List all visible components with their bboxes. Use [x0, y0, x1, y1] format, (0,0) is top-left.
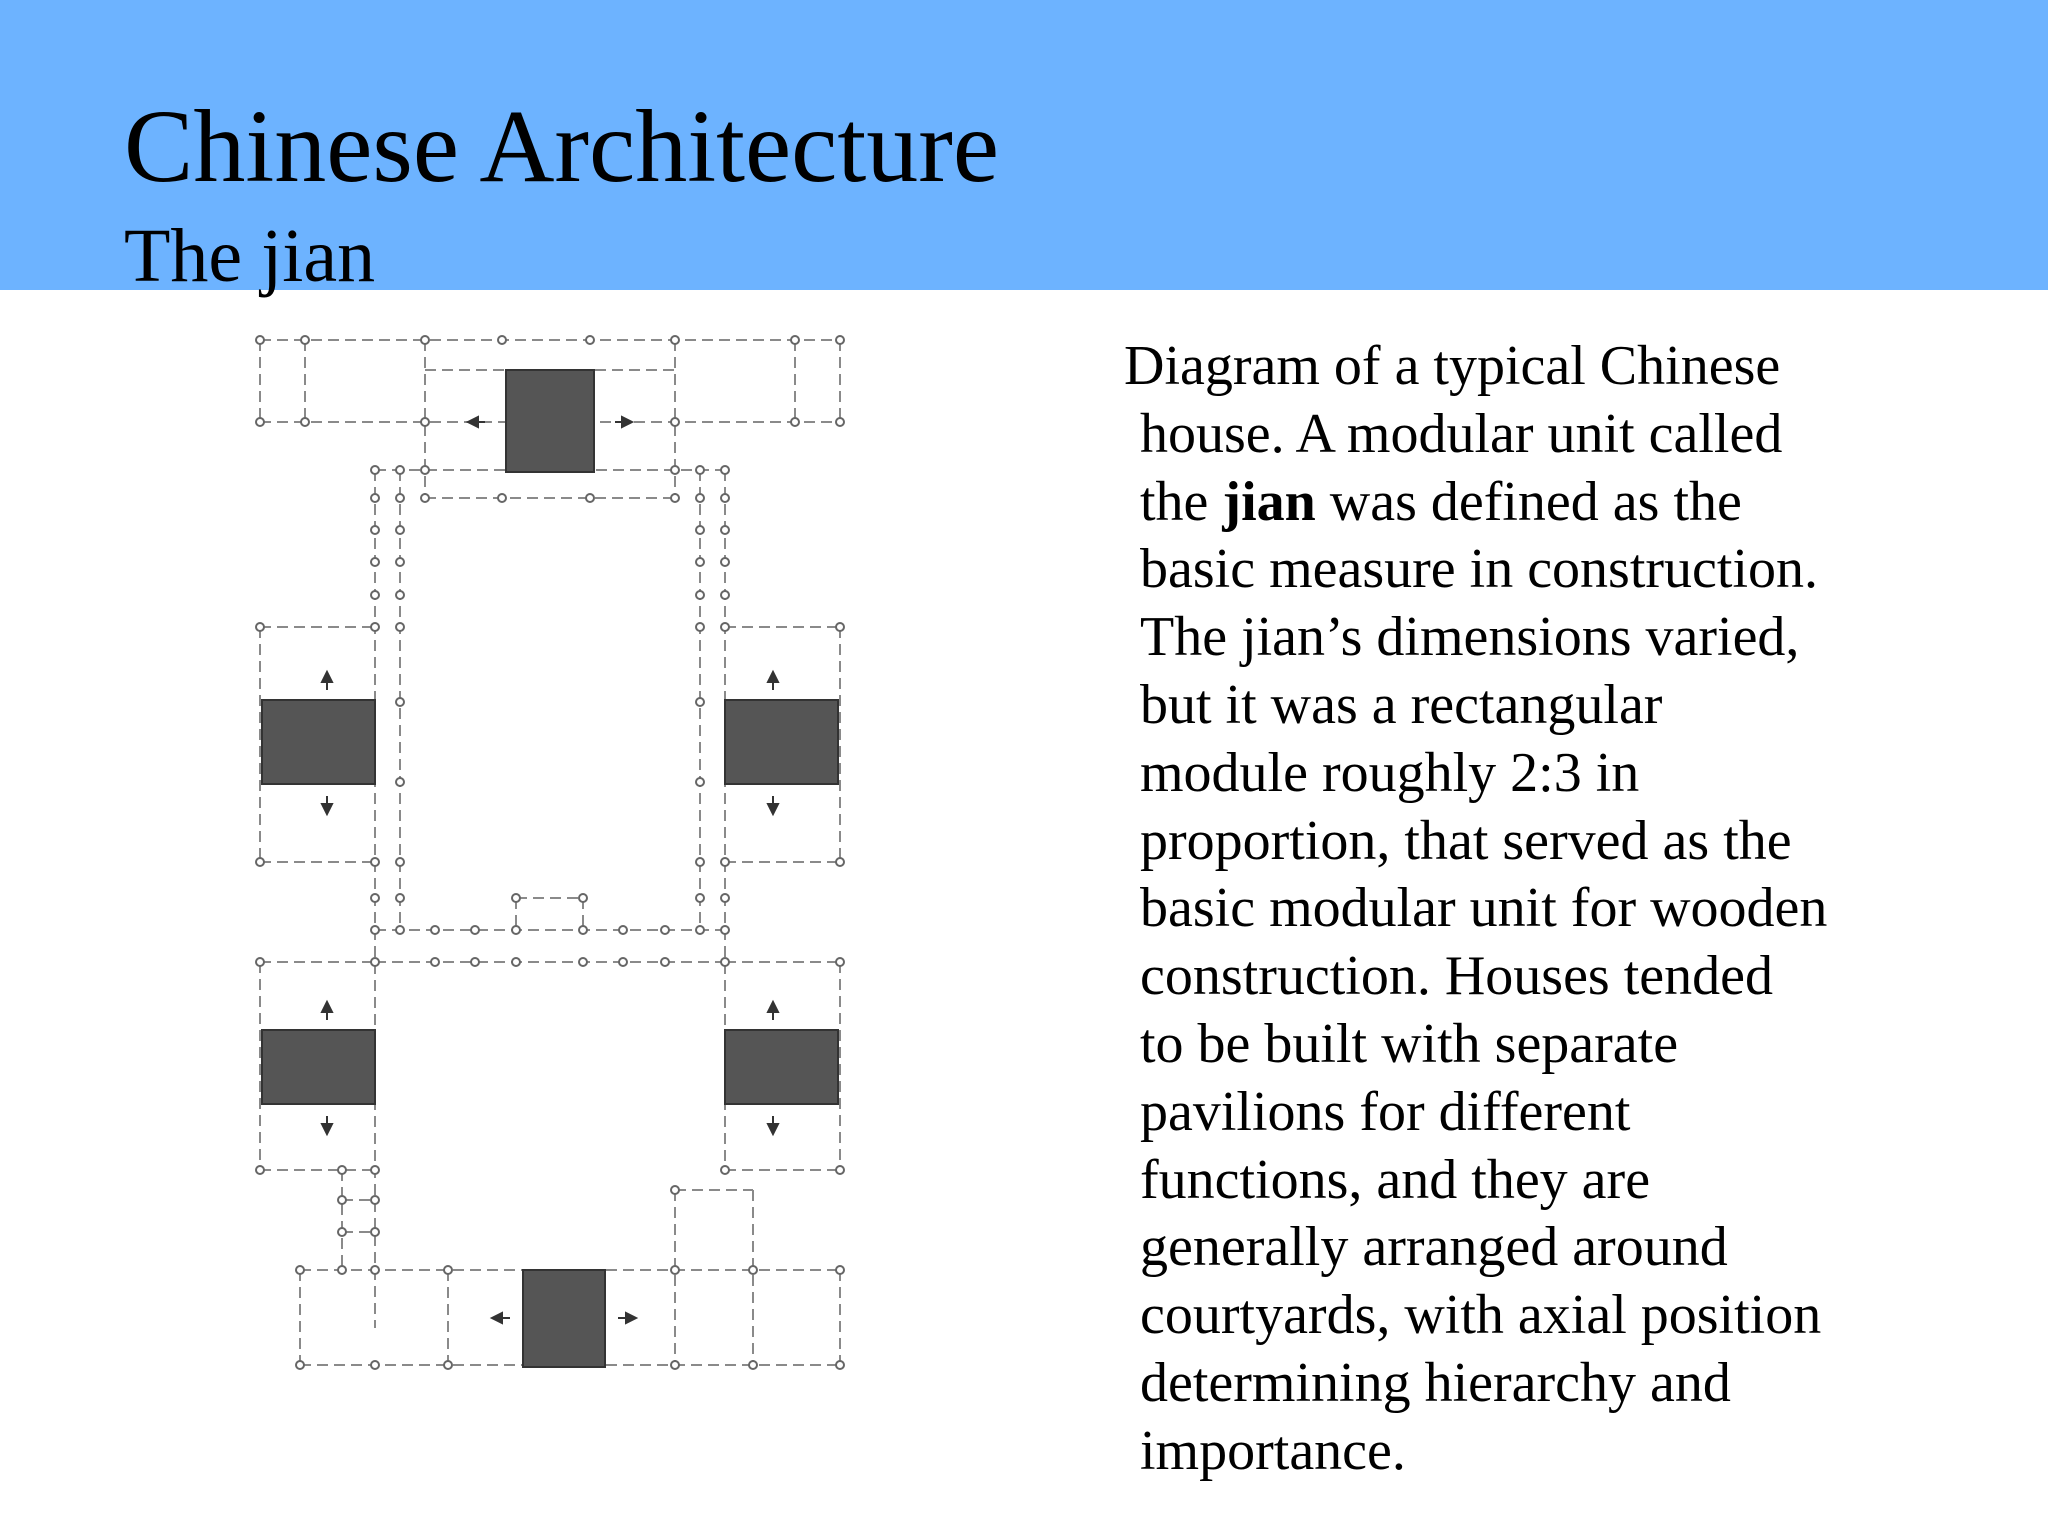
plan-dashed-grid [260, 340, 840, 1365]
body-text [1124, 333, 1954, 1486]
column-posts [256, 336, 844, 1369]
arrow-left-icon [468, 417, 485, 427]
house-plan-diagram [240, 320, 880, 1380]
top-hall-block [506, 370, 594, 472]
body-line: courtyards, with axial position [1140, 1284, 1822, 1347]
slide-title: Chinese Architecture [124, 89, 1000, 204]
body-line: the jian was defined as the [1140, 470, 1742, 533]
west-hall-upper-block [262, 700, 375, 784]
body-line: module roughly 2:3 in [1140, 741, 1640, 804]
arrow-down-icon [768, 1116, 778, 1134]
arrow-down-icon [768, 796, 778, 814]
arrow-left-icon [492, 1313, 510, 1323]
gate-block [523, 1270, 605, 1367]
jian-term: jian [1222, 470, 1316, 533]
slide-subtitle: The jian [124, 214, 376, 298]
west-hall-lower-block [262, 1030, 375, 1104]
body-line: to be built with separate [1140, 1012, 1679, 1075]
body-line: Diagram of a typical Chinese [1124, 335, 1781, 397]
arrow-down-icon [322, 796, 332, 814]
body-line: generally arranged around [1140, 1216, 1728, 1279]
body-line: pavilions for different [1140, 1080, 1631, 1143]
body-line: house. A modular unit called [1140, 402, 1783, 465]
body-line: construction. Houses tended [1140, 945, 1773, 1008]
jian-blocks [262, 370, 838, 1367]
body-line: functions, and they are [1140, 1148, 1651, 1211]
body-line: but it was a rectangular [1140, 673, 1663, 736]
body-line: basic modular unit for wooden [1140, 877, 1828, 940]
arrow-up-icon [322, 672, 332, 690]
body-line: importance. [1140, 1419, 1406, 1482]
arrow-up-icon [322, 1002, 332, 1020]
body-line: basic measure in construction. [1140, 538, 1819, 601]
arrow-up-icon [768, 1002, 778, 1020]
arrow-right-icon [615, 417, 632, 427]
east-hall-lower-block [725, 1030, 838, 1104]
arrow-right-icon [618, 1313, 636, 1323]
body-line: determining hierarchy and [1140, 1351, 1731, 1414]
arrow-down-icon [322, 1116, 332, 1134]
body-line: proportion, that served as the [1140, 809, 1792, 872]
arrow-up-icon [768, 672, 778, 690]
arrows [322, 417, 778, 1323]
east-hall-upper-block [725, 700, 838, 784]
body-line: The jian’s dimensions varied, [1140, 606, 1800, 669]
